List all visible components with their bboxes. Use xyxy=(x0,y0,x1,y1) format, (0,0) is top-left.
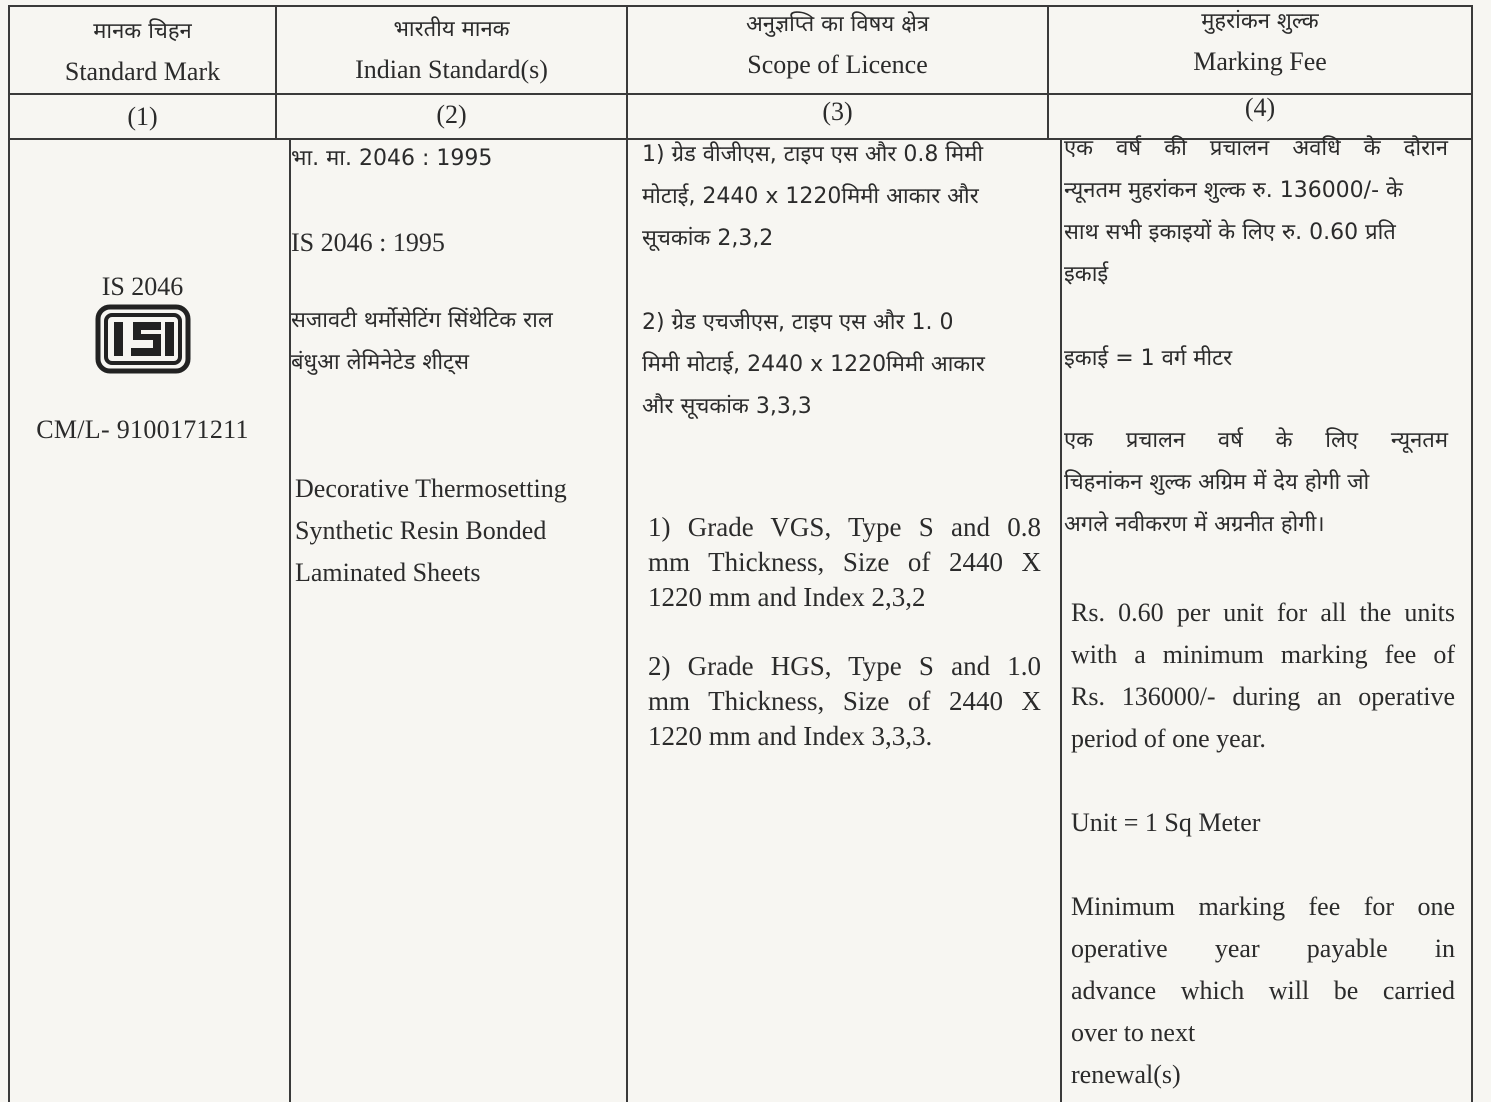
scope-en-block xyxy=(648,510,1041,754)
scope-hi-item1-line3: सूचकांक 2,3,2 xyxy=(642,226,774,251)
standard-title-hi-line2: बंधुआ लेमिनेटेड शीट्स xyxy=(291,350,470,375)
scope-en-item2-line1: 2) Grade HGS, Type S and 1.0 xyxy=(648,651,1041,681)
standard-title-en-line2: Synthetic Resin Bonded xyxy=(295,516,547,545)
header-indian-standard xyxy=(277,10,626,90)
scope-hi-item1-line2: मोटाई, 2440 x 1220मिमी आकार और xyxy=(642,184,979,209)
header-indian-standard-hi: भारतीय मानक xyxy=(393,17,510,42)
scope-cell xyxy=(642,134,1038,428)
col-number-1: (1) xyxy=(127,102,158,131)
fee-en-para1-line2: with a minimum marking fee of xyxy=(1071,640,1455,669)
scope-en-item2-line3: 1220 mm and Index 3,3,3. xyxy=(648,721,933,751)
mark-standard-number: IS 2046 xyxy=(101,272,184,301)
header-scope-of-licence xyxy=(628,5,1047,85)
col-number-3: (3) xyxy=(822,97,853,126)
fee-en-para2-line4: over to next xyxy=(1071,1018,1196,1047)
fee-en-para1-line1: Rs. 0.60 per unit for all the units xyxy=(1071,598,1455,627)
header-marking-fee xyxy=(1049,2,1471,82)
header-standard-mark xyxy=(10,12,275,92)
fee-en-para2-line5: renewal(s) xyxy=(1071,1060,1181,1089)
scope-hi-item2-line1: 2) ग्रेड एचजीएस, टाइप एस और 1. 0 xyxy=(642,310,954,335)
standard-title-en-line3: Laminated Sheets xyxy=(295,558,481,587)
standard-title-hi-line1: सजावटी थर्मोसेटिंग सिंथेटिक राल xyxy=(291,308,553,333)
fee-hi-para1-line4: इकाई xyxy=(1064,262,1109,287)
fee-hi-para1-line1: एक वर्ष की प्रचालन अवधि के दौरान xyxy=(1064,136,1448,161)
fee-hi-block xyxy=(1064,128,1448,546)
scope-hi-item1-line1: 1) ग्रेड वीजीएस, टाइप एस और 0.8 मिमी xyxy=(642,142,984,167)
standard-number-en: IS 2046 : 1995 xyxy=(291,228,445,257)
fee-hi-para1-line2: न्यूनतम मुहरांकन शुल्क रु. 136000/- के xyxy=(1064,178,1403,203)
header-scope-hi: अनुज्ञप्ति का विषय क्षेत्र xyxy=(745,12,930,37)
mark-licence-number: CM/L- 9100171211 xyxy=(36,415,249,444)
standard-number-hi: भा. मा. 2046 : 1995 xyxy=(291,146,493,171)
fee-en-para1-line4: period of one year. xyxy=(1071,724,1266,753)
header-standard-mark-hi: मानक चिहन xyxy=(93,19,192,44)
header-indian-standard-en: Indian Standard(s) xyxy=(355,55,548,84)
fee-en-para1-line3: Rs. 136000/- during an operative xyxy=(1071,682,1455,711)
isi-mark-icon xyxy=(95,304,191,374)
scope-en-item1-line2: mm Thickness, Size of 2440 X xyxy=(648,547,1041,577)
table-right-border xyxy=(1471,5,1473,1102)
fee-hi-para2-line2: चिहनांकन शुल्क अग्रिम में देय होगी जो xyxy=(1064,470,1370,495)
col-divider-2 xyxy=(626,5,628,1102)
scope-en-item2-line2: mm Thickness, Size of 2440 X xyxy=(648,686,1041,716)
fee-hi-para1-line3: साथ सभी इकाइयों के लिए रु. 0.60 प्रति xyxy=(1064,220,1396,245)
fee-en-block xyxy=(1071,592,1455,1096)
scope-hi-item2-line2: मिमी मोटाई, 2440 x 1220मिमी आकार xyxy=(642,352,985,377)
scope-hi-item2-line3: और सूचकांक 3,3,3 xyxy=(642,394,812,419)
header-marking-fee-en: Marking Fee xyxy=(1193,47,1327,76)
standard-mark-cell xyxy=(10,272,275,450)
header-scope-en: Scope of Licence xyxy=(747,50,928,79)
col-number-2: (2) xyxy=(436,100,467,129)
fee-en-para2-line3: advance which will be carried xyxy=(1071,976,1455,1005)
scope-en-item1-line1: 1) Grade VGS, Type S and 0.8 xyxy=(648,512,1041,542)
header-marking-fee-hi: मुहरांकन शुल्क xyxy=(1201,9,1319,34)
fee-en-para2-line2: operative year payable in xyxy=(1071,934,1455,963)
fee-en-unit: Unit = 1 Sq Meter xyxy=(1071,808,1261,837)
standard-title-en-line1: Decorative Thermosetting xyxy=(295,474,567,503)
scope-en-item1-line3: 1220 mm and Index 2,3,2 xyxy=(648,582,926,612)
header-standard-mark-en: Standard Mark xyxy=(64,57,221,86)
fee-hi-unit: इकाई = 1 वर्ग मीटर xyxy=(1064,346,1233,371)
fee-en-para2-line1: Minimum marking fee for one xyxy=(1071,892,1455,921)
fee-hi-para2-line1: एक प्रचालन वर्ष के लिए न्यूनतम xyxy=(1064,428,1448,453)
col-number-4: (4) xyxy=(1244,93,1276,122)
fee-hi-para2-line3: अगले नवीकरण में अग्रनीत होगी। xyxy=(1064,512,1325,537)
standard-cell xyxy=(291,138,621,594)
table-left-border xyxy=(8,5,10,1102)
col-divider-3-body xyxy=(1060,140,1062,1102)
